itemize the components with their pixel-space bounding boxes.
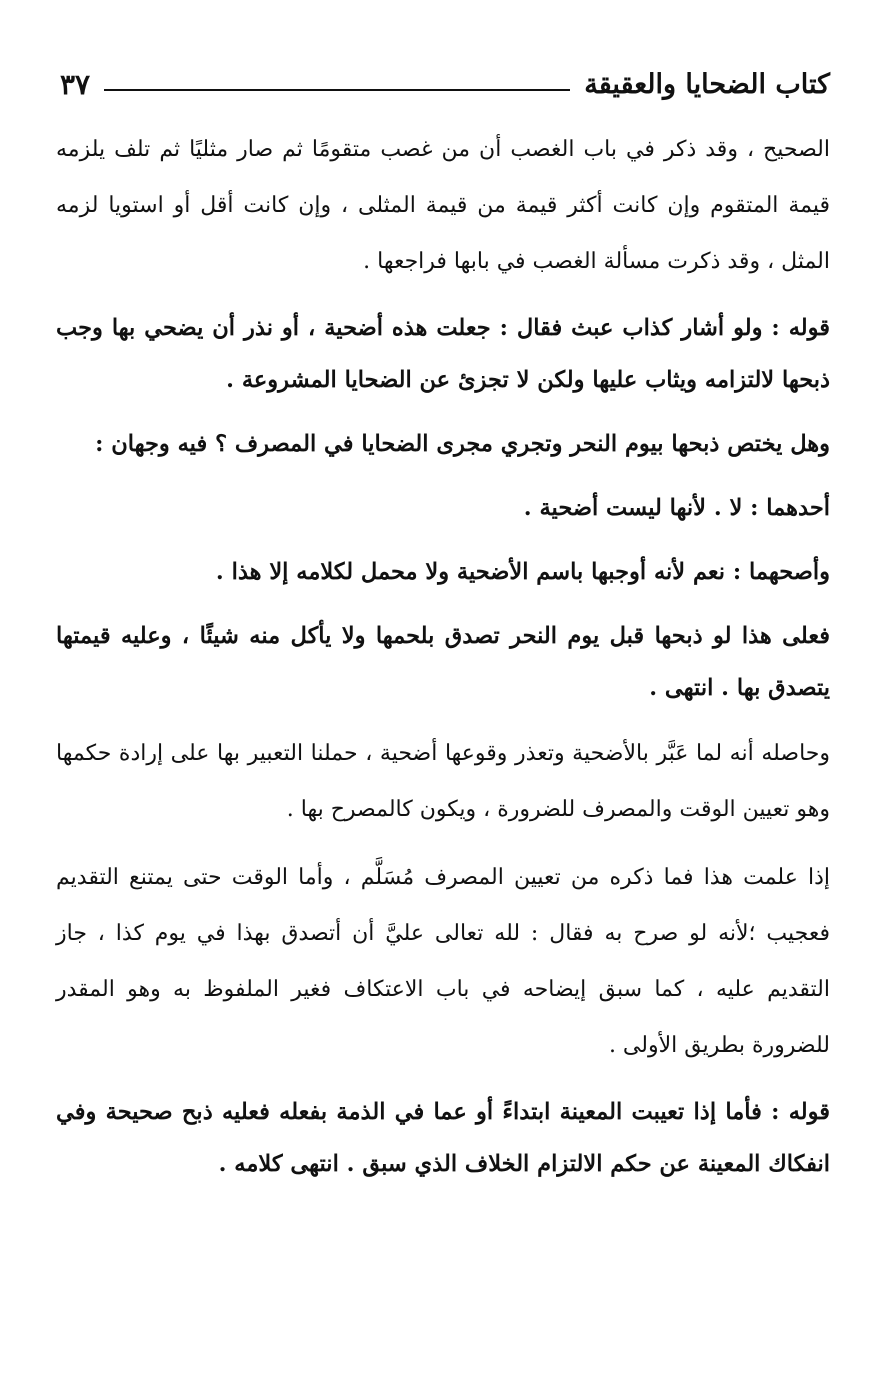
running-title: كتاب الضحايا والعقيقة: [584, 68, 830, 100]
paragraph-8-commentary: إذا علمت هذا فما ذكره من تعيين المصرف مُسَلَّم ، وأما الوقت حتى يمتنع التقديم فعجيب ؛لأنه لو صرح به فقال : لله تعالى عليَّ أن أتصدق بهذا في يوم كذا ، جاز التقديم عليه ، كما سبق إيضاحه في باب الاعتكاف فغير الملفوظ به وهو المقدر للضرورة بطريق الأولى .: [56, 865, 830, 1058]
paragraph-1: الصحيح ، وقد ذكر في باب الغصب أن من غصب متقومًا ثم صار مثليًا ثم تلف يلزمه قيمة المتقوم وإن كانت أكثر قيمة من قيمة المثلى ، وإن كانت أقل أو استويا لزمه المثل ، وقد ذكرت مسألة الغصب في بابها فراجعها .: [56, 137, 830, 274]
paragraph-5-second-view: وأصحهما : نعم لأنه أوجبها باسم الأضحية ولا محمل لكلامه إلا هذا .: [215, 559, 830, 585]
paragraph-7-commentary: وحاصله أنه لما عَبَّر بالأضحية وتعذر وقوعها أضحية ، حملنا التعبير بها على إرادة حكمها وهو تعيين الوقت والمصرف للضرورة ، ويكون كالمصرح بها .: [56, 741, 830, 822]
header-rule: [104, 89, 570, 91]
paragraph-6-consequence: فعلى هذا لو ذبحها قبل يوم النحر تصدق بلحمها ولا يأكل منه شيئًا ، وعليه قيمتها يتصدق بها . انتهى .: [56, 623, 830, 701]
paragraph-2-quote: قوله : ولو أشار كذاب عبث فقال : جعلت هذه أضحية ، أو نذر أن يضحي بها وجب ذبحها لالتزامه ويثاب عليها ولكن لا تجزئ عن الضحايا المشروعة .: [56, 315, 830, 393]
page-number: ٣٧: [60, 67, 91, 101]
page-header: [60, 62, 830, 106]
paragraph-9-quote: قوله : فأما إذا تعيبت المعينة ابتداءً أو عما في الذمة بفعله فعليه ذبح صحيحة وفي انفكاك المعينة عن حكم الالتزام الخلاف الذي سبق . انتهى كلامه .: [56, 1099, 830, 1177]
paragraph-4-first-view: أحدهما : لا . لأنها ليست أضحية .: [523, 495, 830, 521]
body-text: [56, 122, 830, 1202]
paragraph-3-question: وهل يختص ذبحها بيوم النحر وتجري مجرى الضحايا في المصرف ؟ فيه وجهان :: [95, 431, 830, 457]
